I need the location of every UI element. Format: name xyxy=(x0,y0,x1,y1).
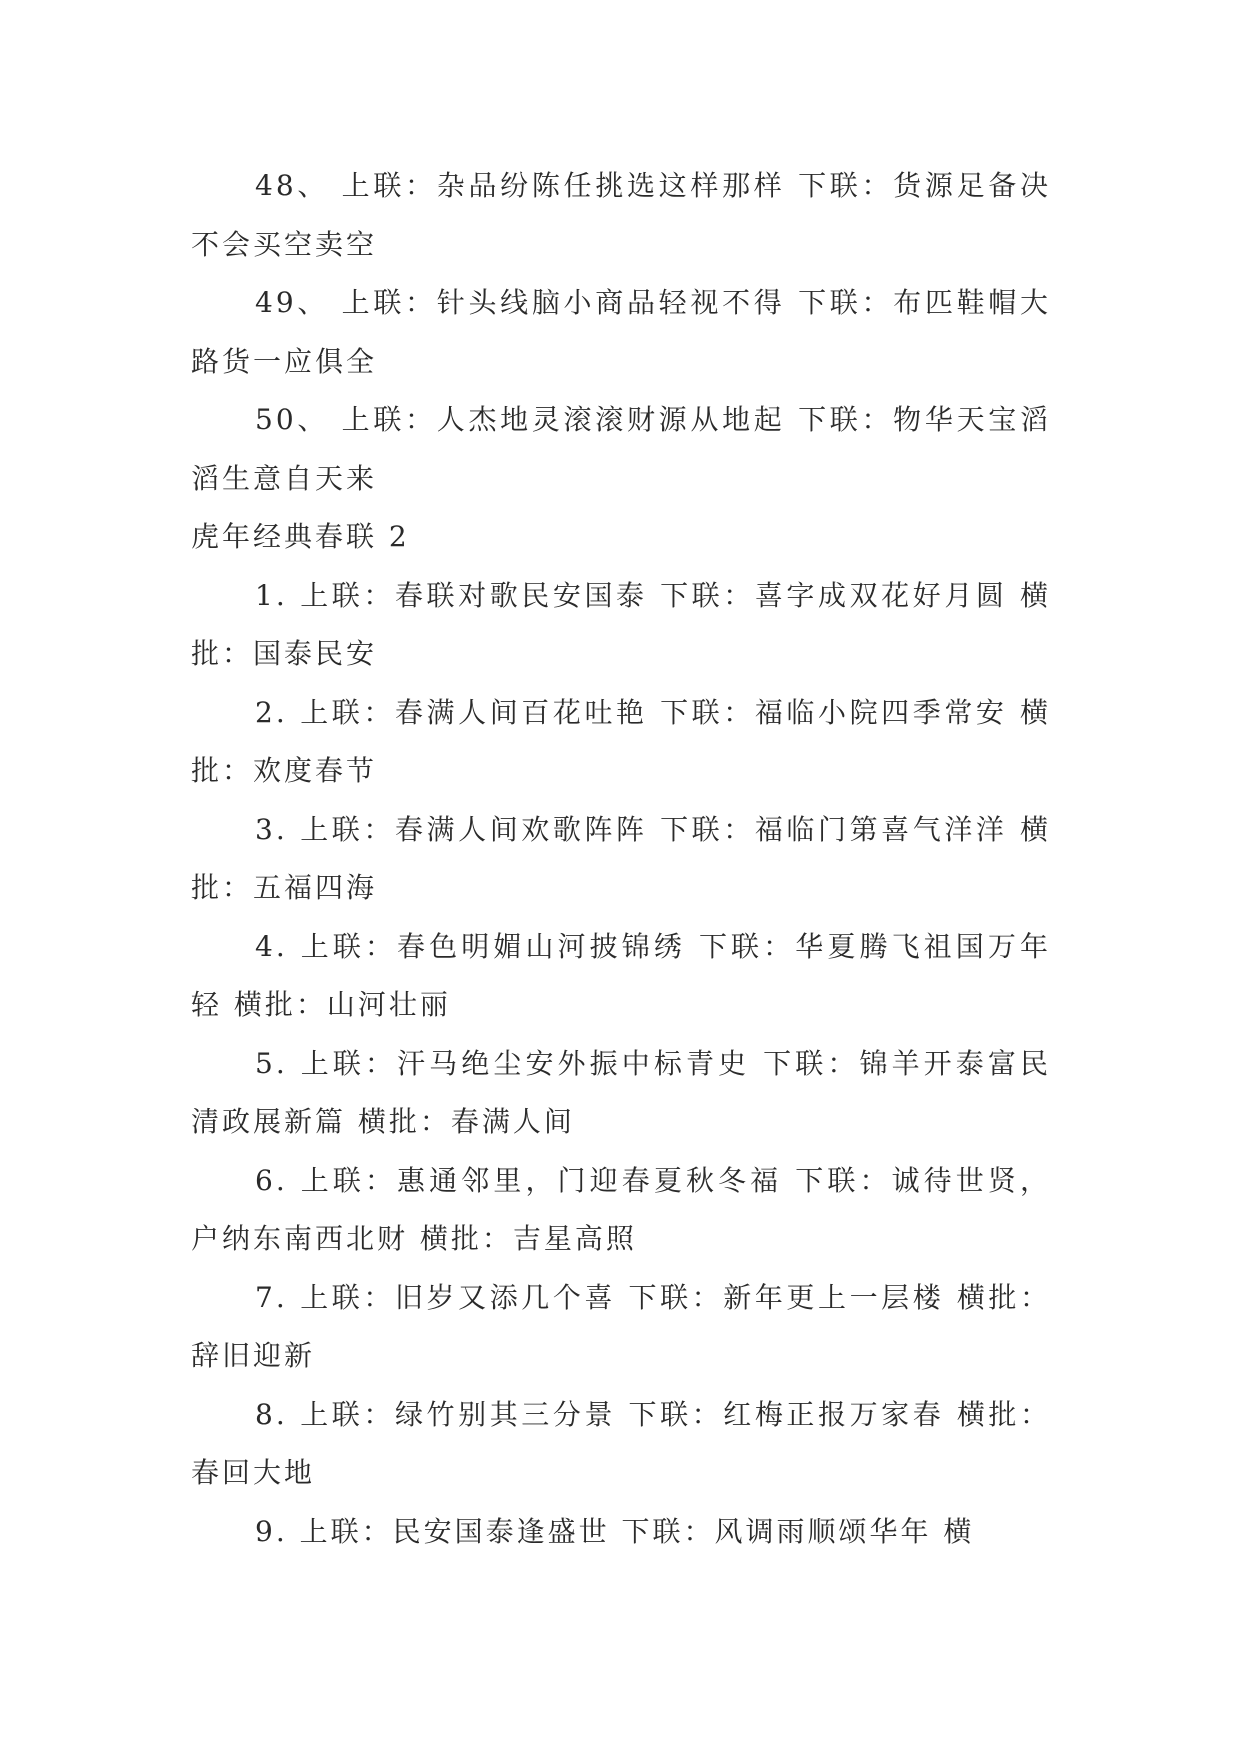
couplet-paragraph: 49、 上联：针头线脑小商品轻视不得 下联：布匹鞋帽大路货一应俱全 xyxy=(191,286,1051,378)
couplet-paragraph: 4. 上联：春色明媚山河披锦绣 下联：华夏腾飞祖国万年轻 横批：山河壮丽 xyxy=(191,929,1051,1021)
couplet-paragraph: 50、 上联：人杰地灵滚滚财源从地起 下联：物华天宝滔滔生意自天来 xyxy=(191,403,1051,495)
couplet-paragraph: 48、 上联：杂品纷陈任挑选这样那样 下联：货源足备决不会买空卖空 xyxy=(191,169,1051,261)
document-body xyxy=(191,157,1051,1561)
couplet-paragraph: 5. 上联：汗马绝尘安外振中标青史 下联：锦羊开泰富民清政展新篇 横批：春满人间 xyxy=(191,1046,1051,1138)
couplet-paragraph: 3. 上联：春满人间欢歌阵阵 下联：福临门第喜气洋洋 横批：五福四海 xyxy=(191,812,1051,904)
section-heading: 虎年经典春联 2 xyxy=(191,520,410,553)
couplet-paragraph: 2. 上联：春满人间百花吐艳 下联：福临小院四季常安 横批：欢度春节 xyxy=(191,695,1051,787)
couplet-paragraph: 8. 上联：绿竹别其三分景 下联：红梅正报万家春 横批：春回大地 xyxy=(191,1397,1051,1489)
couplet-paragraph: 6. 上联：惠通邻里，门迎春夏秋冬福 下联：诚待世贤，户纳东南西北财 横批：吉星高照 xyxy=(191,1163,1051,1255)
couplet-paragraph: 9. 上联：民安国泰逢盛世 下联：风调雨顺颂华年 横 xyxy=(255,1514,975,1548)
couplet-paragraph: 1. 上联：春联对歌民安国泰 下联：喜字成双花好月圆 横批：国泰民安 xyxy=(191,578,1051,670)
couplet-paragraph: 7. 上联：旧岁又添几个喜 下联：新年更上一层楼 横批：辞旧迎新 xyxy=(191,1280,1051,1372)
